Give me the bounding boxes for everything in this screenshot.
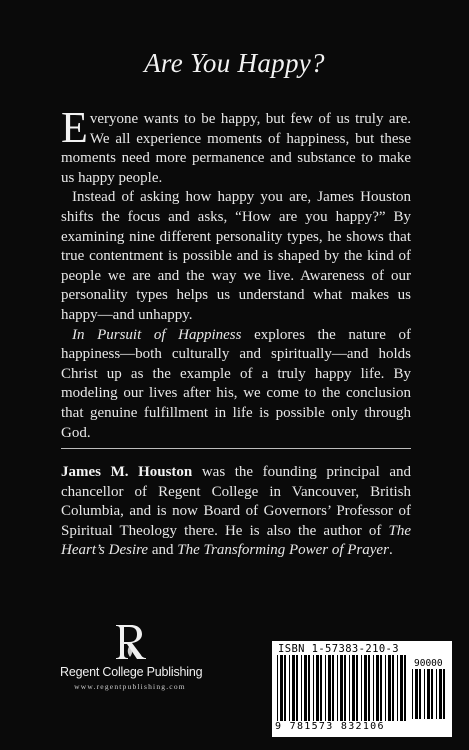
barcode-bar: [373, 655, 374, 721]
publisher-logo: [60, 621, 203, 691]
barcode-bar: [392, 655, 394, 721]
bio-text-3: .: [388, 542, 393, 559]
barcode-bar: [412, 669, 413, 719]
barcode-bar: [296, 655, 298, 721]
barcode-bar: [361, 655, 362, 721]
barcode-bar: [304, 655, 307, 721]
barcode-bar: [397, 655, 398, 721]
barcode-bar: [415, 669, 418, 719]
barcode-bar: [356, 655, 358, 721]
barcode-bar: [337, 655, 338, 721]
barcode-bar: [419, 669, 421, 719]
blurb-paragraph-1: [61, 103, 411, 188]
blurb-paragraph-1-text: veryone wants to be happy, but few of us truly are. We all experience moments of happiness, but these moments need more permanence and substance to make us happy people.: [61, 111, 411, 186]
barcode-bar: [376, 655, 379, 721]
barcode-bar: [385, 655, 386, 721]
barcode-bar: [301, 655, 302, 721]
barcode-bar: [388, 655, 391, 721]
barcode-bar: [439, 669, 442, 719]
barcode-bar: [443, 669, 445, 719]
bio-text-1: was the founding principal and chancellor of Regent College in Vancouver, British Columbia, and is now Board of Governors’ Professor of Spiritual Theology there. He is also the author of: [61, 464, 411, 539]
isbn-barcode: [272, 641, 452, 737]
barcode-bar: [313, 655, 314, 721]
barcode-bar: [364, 655, 367, 721]
author-bio: [61, 463, 411, 561]
barcode-bar: [292, 655, 295, 721]
barcode-bar: [340, 655, 343, 721]
barcode-bar: [404, 655, 406, 721]
barcode-bar: [332, 655, 334, 721]
barcode-bar: [277, 655, 278, 721]
isbn-label: ISBN 1-57383-210-3: [278, 643, 399, 655]
book-title-italic: In Pursuit of Happiness: [72, 326, 242, 343]
author-name: James M. Houston: [61, 464, 193, 480]
barcode-bar: [328, 655, 331, 721]
bio-book-2: The Transforming Power of Prayer: [177, 542, 389, 559]
barcode-bar: [325, 655, 326, 721]
blurb-paragraph-2: Instead of asking how happy you are, James Houston shifts the focus and asks, “How are you happy?” By examining nine different personality types, he shows that true contentment is possible and is shaped by the kind of people we are and the way we live. Awareness of our personality types helps us understand what makes us happy—and unhappy.: [61, 189, 411, 323]
publisher-name: Regent College Publishing: [60, 665, 203, 679]
bio-text-2: and: [148, 542, 178, 559]
barcode-bar: [431, 669, 433, 719]
barcode-bar: [352, 655, 355, 721]
barcode-bar: [349, 655, 350, 721]
barcode-bar: [344, 655, 346, 721]
ean-barcode-bars: [277, 655, 407, 721]
publisher-url: www.regentpublishing.com: [74, 682, 186, 691]
publisher-r-emblem-icon: [113, 621, 147, 661]
drop-cap: E: [61, 103, 88, 152]
barcode-bar: [368, 655, 370, 721]
barcode-bar: [427, 669, 430, 719]
description-blurb: [61, 103, 411, 443]
barcode-bar: [289, 655, 290, 721]
price-code: 90000: [414, 658, 443, 669]
bio-book-1: The Heart’s Desire: [61, 522, 411, 559]
barcode-bar: [284, 655, 286, 721]
ean-digits: 9 781573 832106: [275, 721, 385, 732]
blurb-paragraph-3: [61, 326, 411, 444]
barcode-bar: [400, 655, 403, 721]
barcode-bar: [280, 655, 283, 721]
barcode-bar: [436, 669, 437, 719]
barcode-bar: [380, 655, 382, 721]
barcode-bar: [424, 669, 425, 719]
addon-barcode-bars: [412, 669, 448, 719]
divider-rule: [61, 448, 411, 449]
blurb-paragraph-3-text: explores the nature of happiness—both culturally and spiritually—and holds Christ up as the example of a truly happy life. By modeling our lives after his, we come to the conclusion that genuine fulfillment in life is possible only through God.: [61, 326, 411, 441]
barcode-bar: [320, 655, 322, 721]
barcode-bar: [316, 655, 319, 721]
barcode-bar: [308, 655, 310, 721]
cover-title: Are You Happy?: [144, 48, 325, 78]
